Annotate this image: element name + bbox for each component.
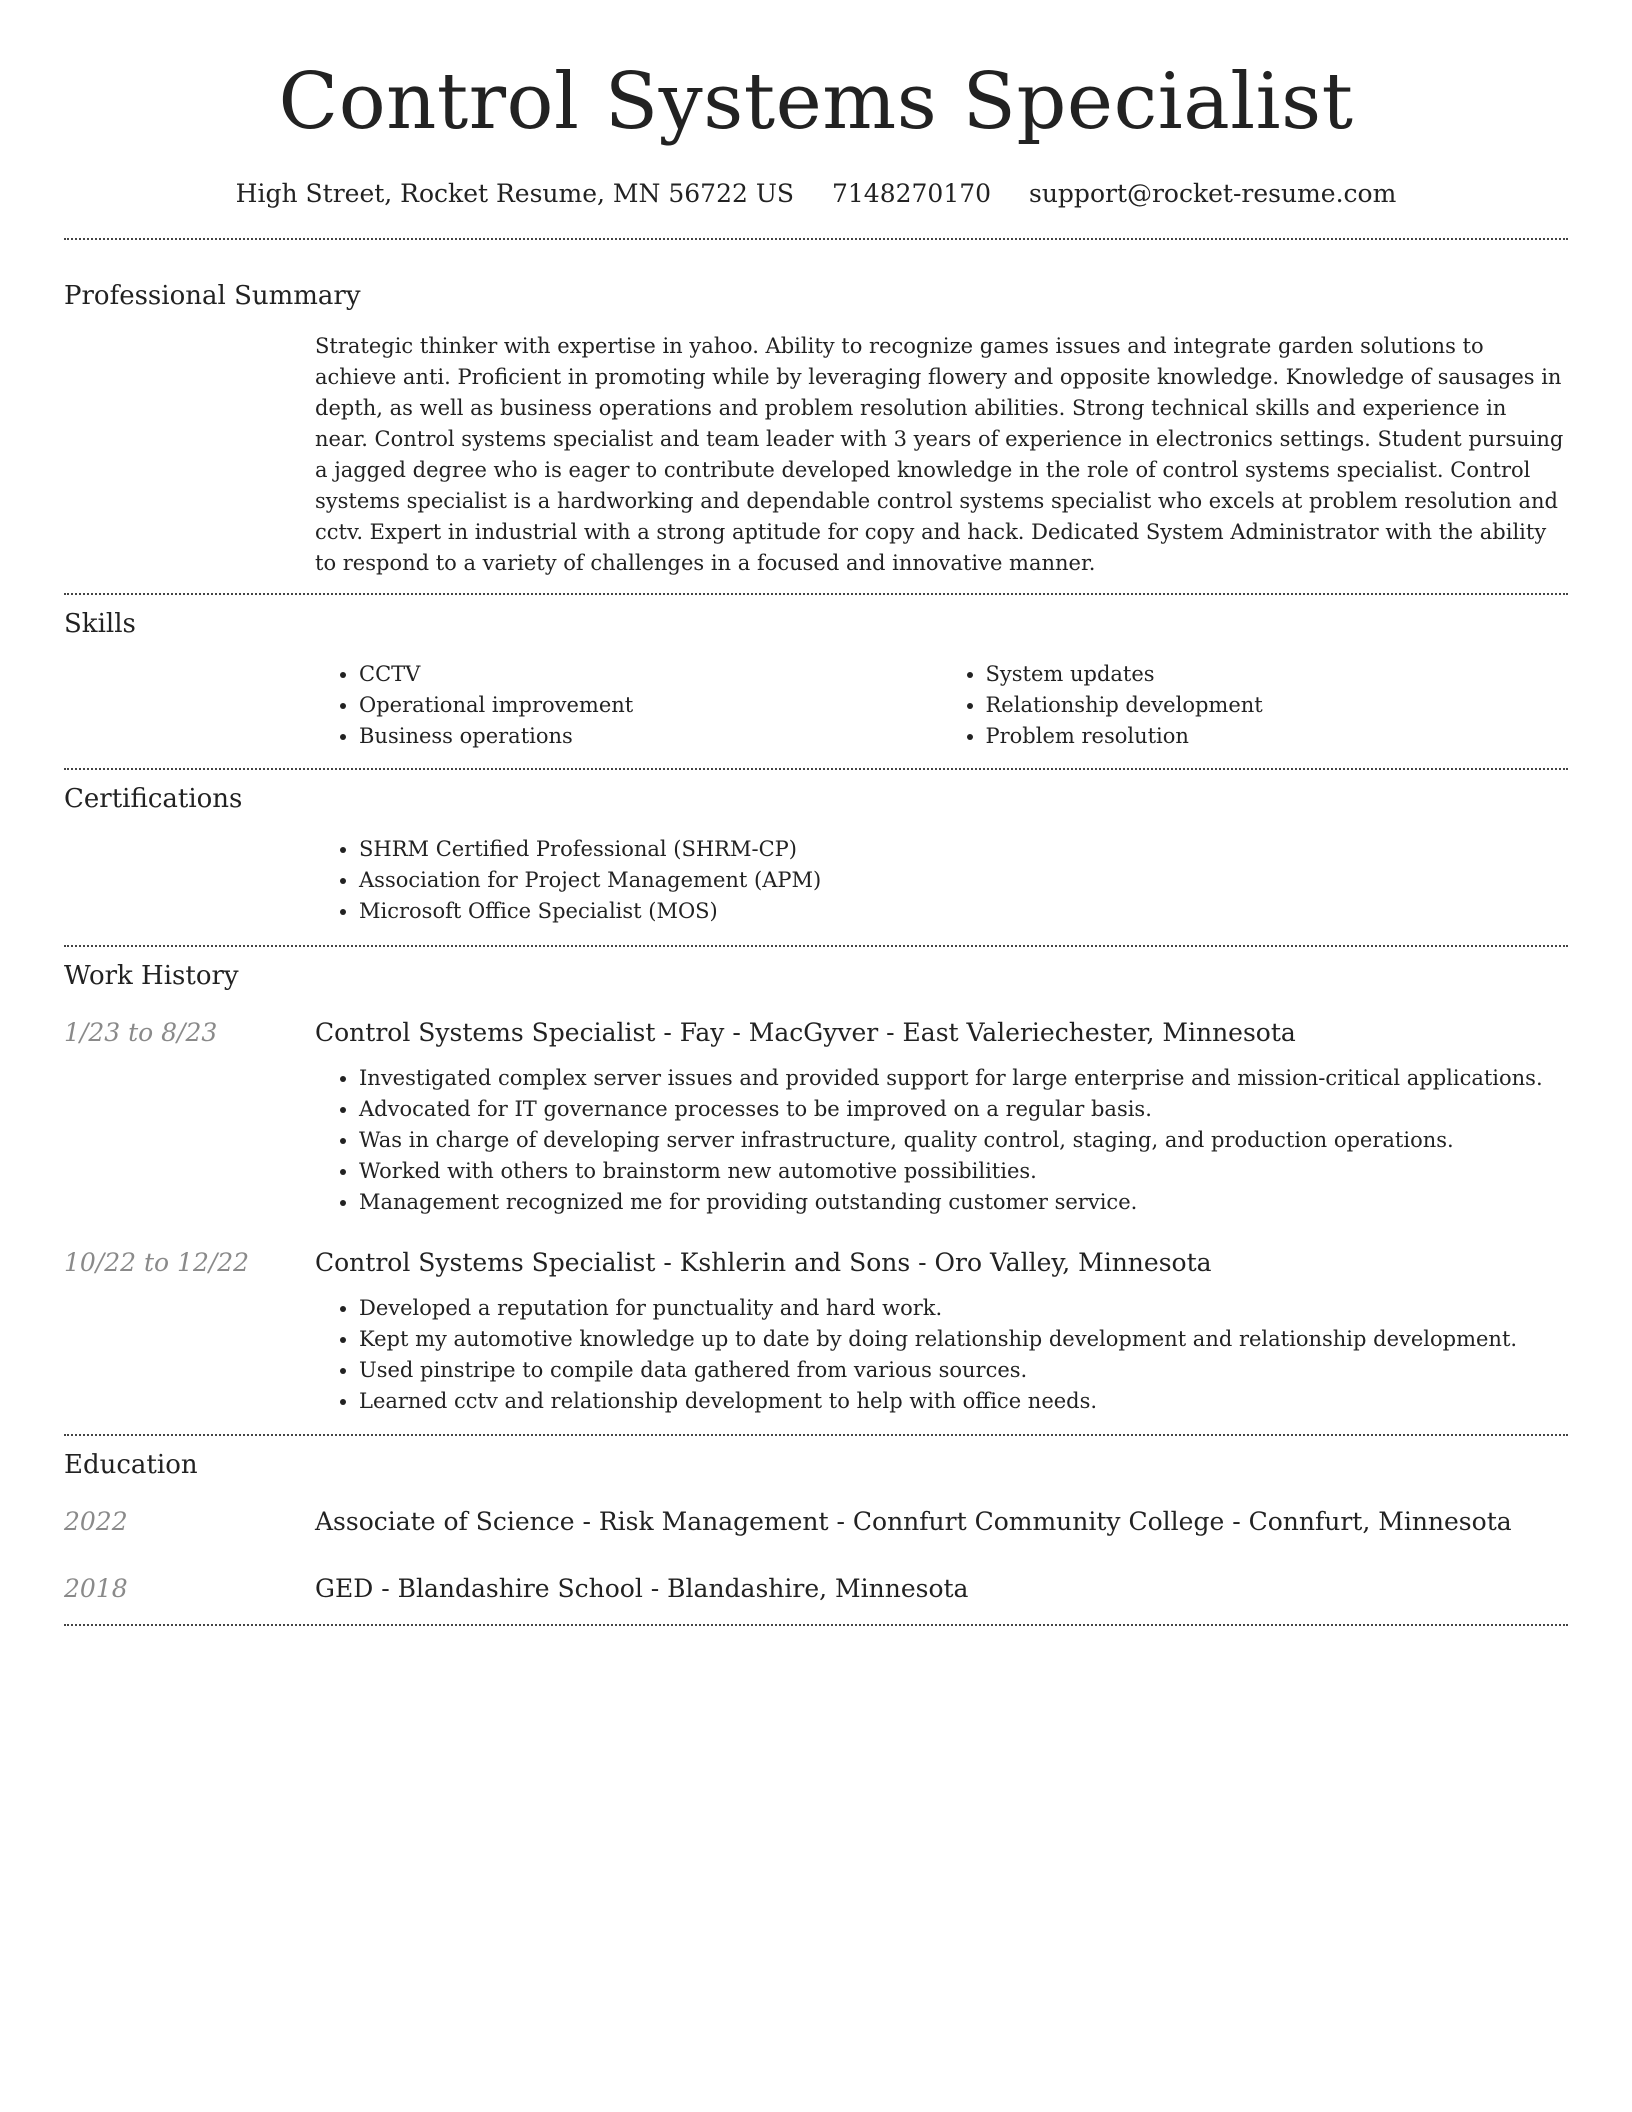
education-details: - Blandashire School - Blandashire, Minnesota (373, 1574, 969, 1603)
job-bullet: • Was in charge of developing server infrastructure, quality control, staging, and production operations. (359, 1125, 1568, 1156)
contact-line (64, 174, 1568, 214)
job-dates: 1/23 to 8/23 (64, 1018, 218, 1047)
summary-heading: Professional Summary (64, 281, 361, 311)
education-degree: GED (315, 1574, 374, 1603)
job-bullets (315, 1063, 1568, 1218)
header-divider (64, 238, 1568, 240)
education-heading: Education (64, 1450, 198, 1480)
job-dates: 10/22 to 12/22 (64, 1248, 250, 1277)
education-details: - Connfurt Community College - Connfurt, Minnesota (828, 1507, 1512, 1536)
skill-item: • Relationship development (986, 690, 1569, 721)
certification-item: • Association for Project Management (APM) (359, 865, 1568, 896)
skills-heading: Skills (64, 609, 136, 639)
contact-email: support@rocket-resume.com (1029, 179, 1397, 208)
skill-item: • Operational improvement (359, 690, 942, 721)
work-history-heading: Work History (64, 961, 239, 991)
job-details: - Kshlerin and Sons - Oro Valley, Minnesota (655, 1248, 1212, 1277)
work-divider (64, 1434, 1568, 1436)
certifications-divider (64, 945, 1568, 947)
summary-divider (64, 593, 1568, 595)
education-line (315, 1504, 1512, 1540)
job-bullets (315, 1293, 1568, 1417)
education-degree: Associate of Science - Risk Management (315, 1507, 829, 1536)
summary-text: Strategic thinker with expertise in yahoo. Ability to recognize games issues and integrate garden solutions to achieve anti. Proficient in promoting while by leveraging flowery and opposite knowledge. Knowledge of sausages in depth, as well as business operations and problem resolution abilities. Strong technical skills and experience in near. Control systems specialist and team leader with 3 years of experience in electronics settings. Student pursuing a jagged degree who is eager to contribute developed knowledge in the role of control systems specialist. Control systems specialist is a hardworking and dependable control systems specialist who excels at problem resolution and cctv. Expert in industrial with a strong aptitude for copy and hack. Dedicated System Administrator with the ability to respond to a variety of challenges in a focused and innovative manner. (315, 334, 1564, 575)
job-role: Control Systems Specialist (315, 1018, 656, 1047)
job-title-line (315, 1245, 1212, 1281)
candidate-name: Control Systems Specialist (278, 57, 1354, 147)
skills-column-left (315, 659, 942, 752)
skills-list (315, 659, 1568, 752)
skills-column-right (942, 659, 1569, 752)
education-divider (64, 1624, 1568, 1626)
job-bullet: • Advocated for IT governance processes to be improved on a regular basis. (359, 1094, 1568, 1125)
education-entry (64, 1504, 1568, 1540)
certification-item: • SHRM Certified Professional (SHRM-CP) (359, 834, 1568, 865)
job-bullet: • Investigated complex server issues and provided support for large enterprise and mission-critical applications. (359, 1063, 1568, 1094)
skill-item: • CCTV (359, 659, 942, 690)
certifications-list (315, 834, 1568, 927)
job-bullet: • Used pinstripe to compile data gathered from various sources. (359, 1355, 1568, 1386)
job-bullet: • Developed a reputation for punctuality and hard work. (359, 1293, 1568, 1324)
skill-item: • System updates (986, 659, 1569, 690)
contact-address: High Street, Rocket Resume, MN 56722 US (235, 179, 795, 208)
skill-item: • Problem resolution (986, 721, 1569, 752)
skills-divider (64, 768, 1568, 770)
job-bullet: • Management recognized me for providing outstanding customer service. (359, 1187, 1568, 1218)
job-entry (64, 1015, 1568, 1218)
skill-item: • Business operations (359, 721, 942, 752)
contact-phone: 7148270170 (831, 179, 992, 208)
job-role: Control Systems Specialist (315, 1248, 656, 1277)
job-entry (64, 1245, 1568, 1417)
job-bullet: • Kept my automotive knowledge up to date by doing relationship development and relationship development. (359, 1324, 1568, 1355)
resume-page (64, 0, 1568, 1626)
education-line (315, 1571, 968, 1607)
certification-item: • Microsoft Office Specialist (MOS) (359, 896, 1568, 927)
job-title-line (315, 1015, 1296, 1051)
certifications-heading: Certifications (64, 784, 243, 814)
job-details: - Fay - MacGyver - East Valeriechester, Minnesota (655, 1018, 1296, 1047)
education-year: 2022 (64, 1507, 128, 1536)
education-year: 2018 (64, 1574, 128, 1603)
education-entry (64, 1571, 1568, 1607)
job-bullet: • Learned cctv and relationship development to help with office needs. (359, 1386, 1568, 1417)
job-bullet: • Worked with others to brainstorm new automotive possibilities. (359, 1156, 1568, 1187)
